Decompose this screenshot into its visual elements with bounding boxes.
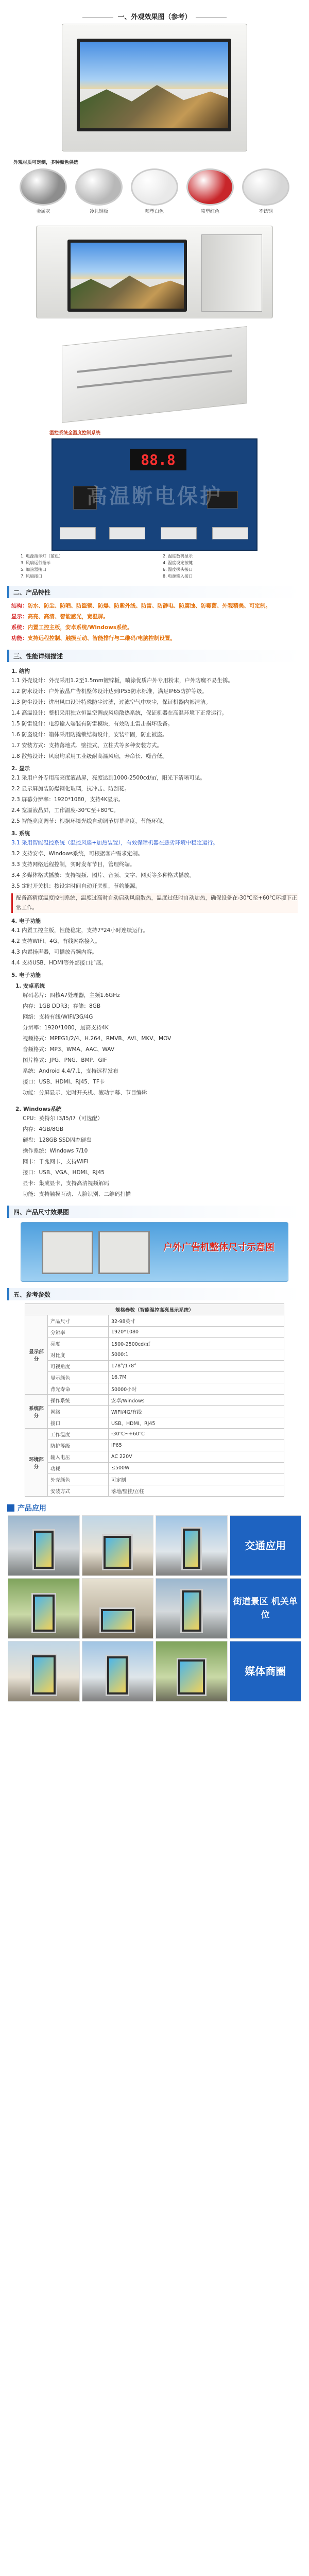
table-cell-value: IP65 (109, 1440, 284, 1451)
display-heading: 2. 显示 (11, 766, 30, 772)
feature-text: 内置工控主板，安卓系统/Windows系统。 (27, 624, 133, 631)
table-cell-key: 分辨率 (48, 1327, 109, 1338)
table-group-header: 环境部分 (25, 1429, 48, 1497)
feature-lead: 结构： (11, 603, 28, 609)
section-features-title: 二、产品特性 (7, 586, 302, 598)
legend-item: 1. 电源指示灯（蓝色） (21, 554, 63, 558)
table-group-header: 系统部分 (25, 1395, 48, 1429)
table-cell-key: 安装方式 (48, 1485, 109, 1497)
table-group-header: 显示部分 (25, 1315, 48, 1395)
features-list (0, 601, 309, 643)
structure-list (0, 676, 309, 761)
android-spec-item: 网络：支持有线/WIFI/3G/4G (23, 1014, 93, 1020)
feature-text: 高亮、高清、智能感光，宽温屏。 (27, 614, 109, 620)
swatch-label: 冷轧钢板 (89, 209, 108, 214)
section-params-title: 五、参考参数 (7, 1288, 302, 1300)
system-item: 3.3 支持网络远程控制，实时发布节目，管理终端。 (11, 861, 135, 868)
system-item: 3.4 多媒体格式播放：支持视频、图片、音频、文字、网页等多种格式播放。 (11, 872, 195, 878)
feature-lead: 功能： (11, 635, 28, 641)
table-cell-key: 对比度 (48, 1349, 109, 1361)
android-spec-item: 图片格式：JPG、PNG、BMP、GIF (23, 1057, 107, 1063)
application-label-media: 媒体商圈 (230, 1641, 302, 1702)
table-cell-key: 接口 (48, 1417, 109, 1429)
swatch-label: 喷塑白色 (145, 209, 164, 214)
board-watermark: 高温断电保护 (87, 484, 222, 509)
table-row (25, 1315, 284, 1327)
android-spec-item: 音频格式：MP3、WMA、AAC、WAV (23, 1046, 115, 1053)
feature-text: 防水、防尘、防晒、防盗锁、防爆、防紫外线、防雷、防静电、防腐蚀、防霉菌、外观精美、可定制。 (27, 603, 271, 609)
table-cell-key: 外壳颜色 (48, 1474, 109, 1485)
application-label-street: 街道景区 机关单位 (230, 1578, 302, 1639)
windows-spec-item: 显卡：集成显卡，支持高清视频解码 (23, 1180, 109, 1187)
section-size-title: 四、产品尺寸效果图 (7, 1206, 302, 1218)
windows-spec-item: CPU：英特尔 I3/I5/I7（可选配） (23, 1115, 103, 1122)
legend-item: 7. 风扇接口 (21, 574, 43, 579)
application-photo (82, 1578, 154, 1639)
display-item: 2.2 显示屏加装防爆钢化玻璃，抗冲击、防刮花。 (11, 786, 130, 792)
table-cell-value: 可定制 (109, 1474, 284, 1485)
feature-item (11, 601, 298, 611)
table-row (25, 1383, 284, 1395)
swatch-circle (20, 168, 67, 206)
feature-item (11, 634, 298, 643)
electric-item: 4.2 支持WIFI、4G、有线网络接入。 (11, 938, 100, 944)
table-cell-key: 工作温度 (48, 1429, 109, 1440)
table-row (25, 1474, 284, 1485)
application-photo (8, 1515, 80, 1576)
system-item: 3.2 支持安卓、Windows系统，可根据客户需求定制。 (11, 851, 143, 857)
table-cell-key: 防护等级 (48, 1440, 109, 1451)
android-spec-list (0, 991, 309, 1098)
structure-heading: 1. 结构 (11, 668, 30, 674)
android-spec-item: 分辨率：1920*1080，最高支持4K (23, 1025, 109, 1031)
swatch-circle (131, 168, 178, 206)
system-highlight: 3.1 采用智能温控系统（温控风扇+加热装置），有效保障机器在恶劣环境中稳定运行。 (11, 840, 218, 846)
page-title: 一、外观效果图（参考） (0, 0, 309, 24)
table-cell-key: 网络 (48, 1406, 109, 1417)
pcb-caption: 温控系统全温度控制系统 (49, 431, 101, 436)
application-photo (8, 1578, 80, 1639)
windows-spec-item: 硬盘：128GB SSD固态硬盘 (23, 1137, 92, 1143)
windows-spec-item: 网卡：千兆网卡，支持WIFI (23, 1159, 89, 1165)
spec-table (25, 1303, 284, 1497)
color-section (0, 151, 309, 214)
table-cell-key: 产品尺寸 (48, 1315, 109, 1327)
electric-item: 4.3 内置扬声器，可播放音频内容。 (11, 949, 98, 955)
electric-list (0, 926, 309, 968)
color-swatch (20, 168, 67, 214)
structure-item: 1.1 外壳设计：外壳采用1.2至1.5mm镀锌板，喷涂优质户外专用粉末，户外防腐不易生锈。 (11, 677, 233, 684)
board-legend (0, 551, 309, 580)
application-photo (156, 1641, 228, 1702)
android-spec-item: 系统：Android 4.4/7.1，支持远程发布 (23, 1068, 118, 1074)
display-list (0, 773, 309, 826)
table-cell-value: AC 220V (109, 1451, 284, 1463)
android-spec-item: 内存：1GB DDR3；存储：8GB (23, 1003, 101, 1009)
application-photo (82, 1641, 154, 1702)
electric-item: 4.1 内置工控主板，性能稳定，支持7*24小时连续运行。 (11, 927, 148, 934)
electric-item: 4.4 支持USB、HDMI等外部接口扩展。 (11, 960, 107, 966)
table-row (25, 1485, 284, 1497)
feature-lead: 系统： (11, 624, 28, 631)
legend-item: 2. 温度数码显示 (163, 554, 193, 558)
table-cell-value: -30℃~+60℃ (109, 1429, 284, 1440)
color-swatch (131, 168, 178, 214)
section-details-title: 三、性能详细描述 (7, 650, 302, 662)
table-cell-key: 功耗 (48, 1463, 109, 1474)
windows-spec-item: 接口：USB、VGA、HDMI、RJ45 (23, 1170, 105, 1176)
table-cell-value: 16.7M (109, 1372, 284, 1383)
color-swatch (75, 168, 123, 214)
table-row (25, 1395, 284, 1406)
color-swatch (186, 168, 234, 214)
table-cell-value: 1500-2500cd/㎡ (109, 1338, 284, 1349)
table-cell-value: 50000小时 (109, 1383, 284, 1395)
table-row (25, 1417, 284, 1429)
table-row (25, 1361, 284, 1372)
table-cell-key: 背光寿命 (48, 1383, 109, 1395)
feature-item (11, 612, 298, 622)
color-caption: 外观材质可定制，多种颜色供选 (13, 160, 79, 165)
system-item: 3.5 定时开关机：按设定时间自动开关机，节约能源。 (11, 883, 141, 889)
windows-spec-item: 功能：支持触摸互动、人脸识别、二维码扫描 (23, 1191, 131, 1197)
swatch-label: 金属灰 (36, 209, 50, 214)
display-item: 2.5 智能亮度调节：根据环境光线自动调节屏幕亮度，节能环保。 (11, 818, 168, 824)
legend-item: 3. 风扇运行指示 (21, 561, 51, 565)
table-cell-value: 32-98英寸 (109, 1315, 284, 1327)
rear-cabinet-image (41, 331, 268, 418)
applications-header (0, 1497, 309, 1515)
hero-product-image (62, 24, 247, 151)
size-diagram-caption: 户外广告机整体尺寸示意图 (163, 1242, 274, 1253)
table-row (25, 1349, 284, 1361)
temperature-control-board-image (52, 438, 258, 551)
android-heading: 1. 安卓系统 (15, 983, 45, 989)
table-row (25, 1338, 284, 1349)
size-diagram-banner (21, 1222, 288, 1282)
windows-spec-item: 操作系统：Windows 7/10 (23, 1148, 88, 1154)
swatch-label: 喷塑红色 (200, 209, 219, 214)
structure-item: 1.2 防水设计：户外液晶广告机整体设计达到IP55防水标准，满足IP65防护等级。 (11, 688, 208, 694)
swatch-circle (186, 168, 234, 206)
structure-item: 1.5 防雷设计：电源输入端装有防雷模块，有效防止雷击损坏设备。 (11, 721, 174, 727)
temperature-display: 88.8 (130, 449, 186, 470)
system-list (0, 849, 309, 891)
system-heading: 3. 系统 (11, 831, 30, 837)
open-cabinet-image (36, 226, 273, 318)
table-cell-value: 178°/178° (109, 1361, 284, 1372)
table-cell-value: 安卓/Windows (109, 1395, 284, 1406)
windows-spec-list (0, 1114, 309, 1199)
application-label-transport: 交通应用 (230, 1515, 302, 1576)
feature-item (11, 623, 298, 633)
application-photo (156, 1578, 228, 1639)
table-cell-value: USB、HDMI、RJ45 (109, 1417, 284, 1429)
android-spec-item: 视频格式：MPEG1/2/4、H.264、RMVB、AVI、MKV、MOV (23, 1036, 171, 1042)
android-spec-item: 接口：USB、HDMI、RJ45、TF卡 (23, 1079, 105, 1085)
electric-heading: 4. 电子功能 (11, 918, 41, 924)
table-row (25, 1429, 284, 1440)
table-cell-key: 显示颜色 (48, 1372, 109, 1383)
table-cell-value: 落地/壁挂/立柱 (109, 1485, 284, 1497)
application-photo (156, 1515, 228, 1576)
table-cell-key: 可视角度 (48, 1361, 109, 1372)
structure-item: 1.7 安装方式：支持落地式、壁挂式、立柱式等多种安装方式。 (11, 742, 163, 749)
structure-item: 1.8 散热设计：风扇均采用工业级耐高温风扇，寿命长、噪音低。 (11, 753, 168, 759)
android-spec-item: 解码芯片：四核A7处理器，主频1.6GHz (23, 992, 120, 998)
table-cell-value: WIFI/4G/有线 (109, 1406, 284, 1417)
display-item: 2.1 采用户外专用高亮度液晶屏，亮度达到1000-2500cd/㎡，阳光下清晰可见。 (11, 775, 205, 781)
applications-title: 产品应用 (18, 1504, 46, 1513)
table-cell-value: ≤500W (109, 1463, 284, 1474)
table-cell-value: 5000:1 (109, 1349, 284, 1361)
table-row (25, 1372, 284, 1383)
table-row (25, 1327, 284, 1338)
table-cell-value: 1920*1080 (109, 1327, 284, 1338)
legend-item: 6. 温度探头接口 (163, 567, 193, 572)
table-row (25, 1406, 284, 1417)
legend-item: 4. 温度设定按键 (163, 561, 193, 565)
application-photo (8, 1641, 80, 1702)
table-row (25, 1463, 284, 1474)
table-cell-key: 输入电压 (48, 1451, 109, 1463)
spec-table-title: 规格参数（智能温控高亮显示系统） (25, 1304, 284, 1315)
legend-item: 8. 电源输入接口 (163, 574, 193, 579)
structure-item: 1.4 高温设计：整机采用独立恒温空调或风扇散热系统，保证机器在高温环境下正常运行。 (11, 710, 228, 716)
windows-heading: 2. Windows系统 (15, 1106, 62, 1112)
legend-item: 5. 加热器接口 (21, 567, 47, 572)
feature-text: 支持远程控制、触摸互动、智能排行与二维码/电脑控制设置。 (27, 635, 176, 641)
electric-functions-heading: 5. 电子功能 (11, 972, 41, 978)
structure-item: 1.6 防盗设计：箱体采用防撬锁结构设计，安装牢固，防止被盗。 (11, 732, 168, 738)
swatch-circle (242, 168, 289, 206)
table-cell-key: 操作系统 (48, 1395, 109, 1406)
swatch-label: 不锈钢 (259, 209, 273, 214)
table-cell-key: 亮度 (48, 1338, 109, 1349)
feature-lead: 显示： (11, 614, 28, 620)
color-swatch (242, 168, 289, 214)
table-row (25, 1451, 284, 1463)
applications-grid (8, 1515, 301, 1702)
swatch-circle (75, 168, 123, 206)
application-photo (82, 1515, 154, 1576)
display-item: 2.3 屏幕分辨率：1920*1080，支持4K显示。 (11, 796, 124, 803)
table-row (25, 1440, 284, 1451)
section-marker-icon (7, 1504, 14, 1512)
windows-spec-item: 内存：4GB/8GB (23, 1126, 64, 1132)
display-item: 2.4 宽温液晶屏，工作温度-30℃至+80℃。 (11, 807, 119, 814)
temperature-control-note: 配备高精度温度控制系统，温度过高时自动启动风扇散热，温度过低时自动加热，确保设备在-30℃至+60℃环境下正常工作。 (11, 893, 298, 913)
structure-item: 1.3 防尘设计：进出风口设计特殊防尘过滤，过滤空气中灰尘，保证机器内部清洁。 (11, 699, 211, 705)
android-spec-item: 功能：分屏显示、定时开关机、滚动字幕、节目编辑 (23, 1090, 147, 1096)
